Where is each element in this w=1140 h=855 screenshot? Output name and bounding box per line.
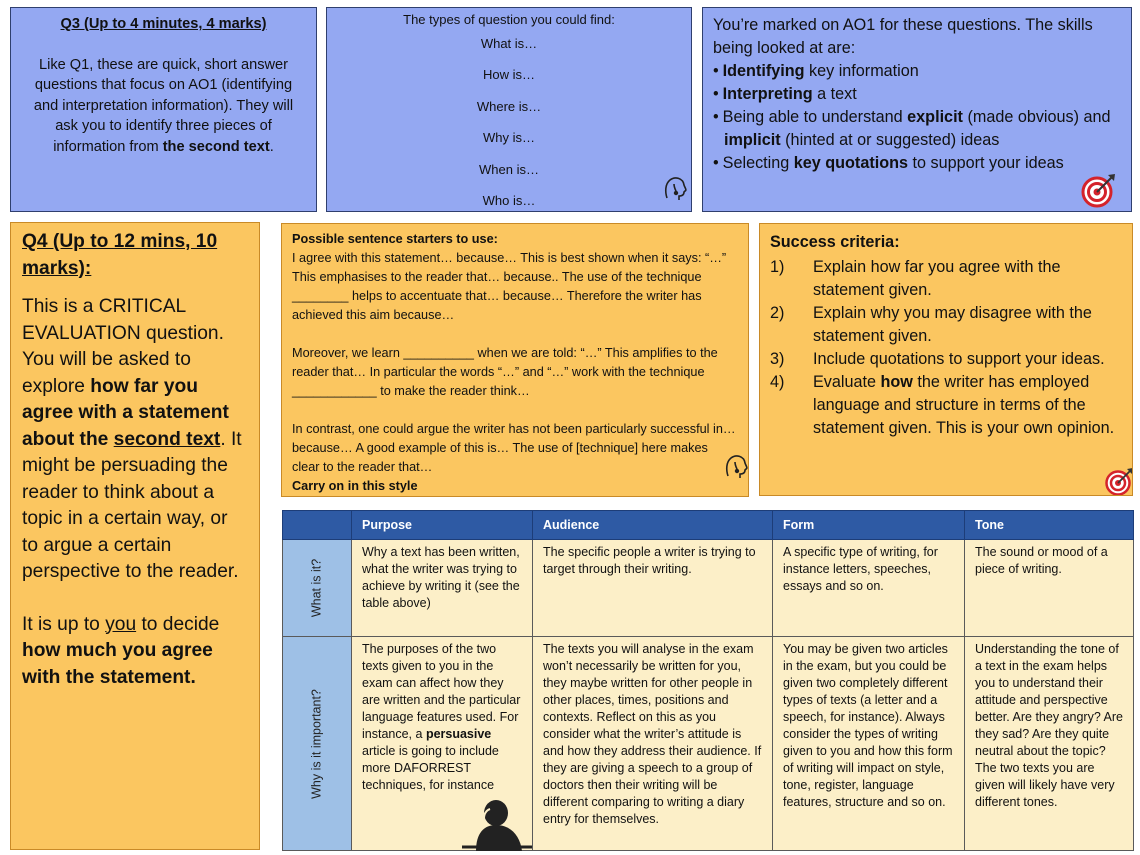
- success-criteria-title: Success criteria:: [770, 233, 900, 251]
- sentence-starter-paragraph: Moreover, we learn __________ when we are told: “…” This amplifies to the reader that… In particular the words “…” and “…” work with the technique ____________ to make the reader think…: [292, 346, 718, 398]
- head-icon: [661, 174, 689, 202]
- head-icon: [722, 452, 749, 480]
- table-row: [283, 637, 1134, 851]
- column-header-form: Form: [773, 511, 965, 540]
- question-type-item: Who is…: [482, 193, 536, 209]
- success-criteria-list: [770, 256, 1122, 440]
- question-type-item: How is…: [482, 67, 535, 83]
- question-types-panel: [326, 7, 692, 212]
- question-types-heading: The types of question you could find:: [403, 12, 615, 27]
- question-type-item: When is…: [479, 161, 539, 177]
- thinker-icon: [462, 797, 532, 851]
- question-type-item: Where is…: [476, 98, 542, 114]
- table-cell: You may be given two articles in the exam, but you could be given two completely different types of texts (a letter and a speech, for instance). Always consider the types of writing given to you and how this form of writing will impact on style, tone, register, language features, structure and so on.: [773, 637, 965, 851]
- success-criteria-item: 4) Evaluate how the writer has employed language and structure in terms of the statement given. This is your own opinion.: [770, 373, 1115, 437]
- purpose-audience-form-tone-table: [282, 510, 1134, 851]
- target-icon: [1104, 466, 1133, 496]
- sentence-starter-paragraph: In contrast, one could argue the writer has not been particularly successful in… because… A good example of this is… The use of [technique] here makes clear to the reader that…: [292, 422, 736, 474]
- table-cell: Understanding the tone of a text in the exam helps you to understand their attitude and perspective better. Are they angry? Are they sad? Are they quite neutral about the topic? The two texts you are given will likely have very different tones.: [965, 637, 1134, 851]
- sentence-starter-paragraph: I agree with this statement… because… This is best shown when it says: “…” This emphasises to the reader that… because.. The use of the technique ________ helps to accentuate that… because… Therefore the writer has achieved this aim because…: [292, 251, 727, 322]
- ao1-skill-item: • Identifying key information: [713, 60, 1121, 83]
- q3-description: Like Q1, these are quick, short answer questions that focus on AO1 (identifying and interpretation information). They will ask you to identify three pieces of information from the second text.: [33, 56, 294, 155]
- success-criteria-item: 1) Explain how far you agree with the statement given.: [770, 258, 1061, 299]
- table-cell: The texts you will analyse in the exam won’t necessarily be written for you, they maybe written for other people in other places, times, positions and contexts. Reflect on this as you consider what the writer’s attitude is and how they address their audience. If they are giving a speech to a group of doctors then their writing will be different comparing to writing a diary entry for themselves.: [533, 637, 773, 851]
- question-type-item: What is…: [480, 36, 538, 51]
- table-row: [283, 540, 1134, 637]
- row-header-why-important: Why is it important?: [283, 637, 352, 851]
- q3-panel: [10, 7, 317, 212]
- ao1-skill-item: • Interpreting a text: [713, 83, 1121, 106]
- ao1-skill-list: [713, 60, 1121, 175]
- success-criteria-item: 2) Explain why you may disagree with the statement given.: [770, 304, 1092, 345]
- target-icon: [1081, 172, 1117, 208]
- carry-on-note: Carry on in this style: [292, 479, 418, 493]
- sentence-starters-title: Possible sentence starters to use:: [292, 232, 498, 246]
- column-header-purpose: Purpose: [352, 511, 533, 540]
- table-cell: Why a text has been written, what the writer was trying to achieve by writing it (see the table above): [352, 540, 533, 637]
- success-criteria-item: 3) Include quotations to support your ideas.: [770, 350, 1105, 368]
- sentence-starters-panel: [281, 223, 749, 497]
- row-header-what-is-it: What is it?: [283, 540, 352, 637]
- column-header-tone: Tone: [965, 511, 1134, 540]
- table-cell: A specific type of writing, for instance letters, speeches, essays and so on.: [773, 540, 965, 637]
- table-corner-header: [283, 511, 352, 540]
- table-header-row: [283, 511, 1134, 540]
- table-cell: The purposes of the two texts given to you in the exam can affect how they are written and the particular language features used. For instance, a persuasive article is going to include more DAFORREST techniques, for instance: [352, 637, 533, 851]
- column-header-audience: Audience: [533, 511, 773, 540]
- q4-title: Q4 (Up to 12 mins, 10 marks):: [22, 231, 218, 279]
- table-cell: The sound or mood of a piece of writing.: [965, 540, 1134, 637]
- q4-panel: [10, 222, 260, 850]
- ao1-panel: [702, 7, 1132, 212]
- q4-description: This is a CRITICAL EVALUATION question. You will be asked to explore how far you agree with a statement about the second text. It might be persuading the reader to think about a topic in a certain way, or to argue a certain perspective to the reader.: [22, 296, 242, 582]
- question-type-item: Why is…: [483, 130, 535, 146]
- q4-instruction: It is up to you to decide how much you agree with the statement.: [22, 613, 220, 688]
- ao1-intro: You’re marked on AO1 for these questions. The skills being looked at are:: [713, 16, 1093, 57]
- success-criteria-panel: [759, 223, 1133, 496]
- ao1-skill-item: • Selecting key quotations to support your ideas: [713, 152, 1121, 175]
- q3-title: Q3 (Up to 4 minutes, 4 marks): [60, 16, 267, 32]
- ao1-skill-item: • Being able to understand explicit (made obvious) and implicit (hinted at or suggested) ideas: [713, 106, 1121, 152]
- table-cell: The specific people a writer is trying to target through their writing.: [533, 540, 773, 637]
